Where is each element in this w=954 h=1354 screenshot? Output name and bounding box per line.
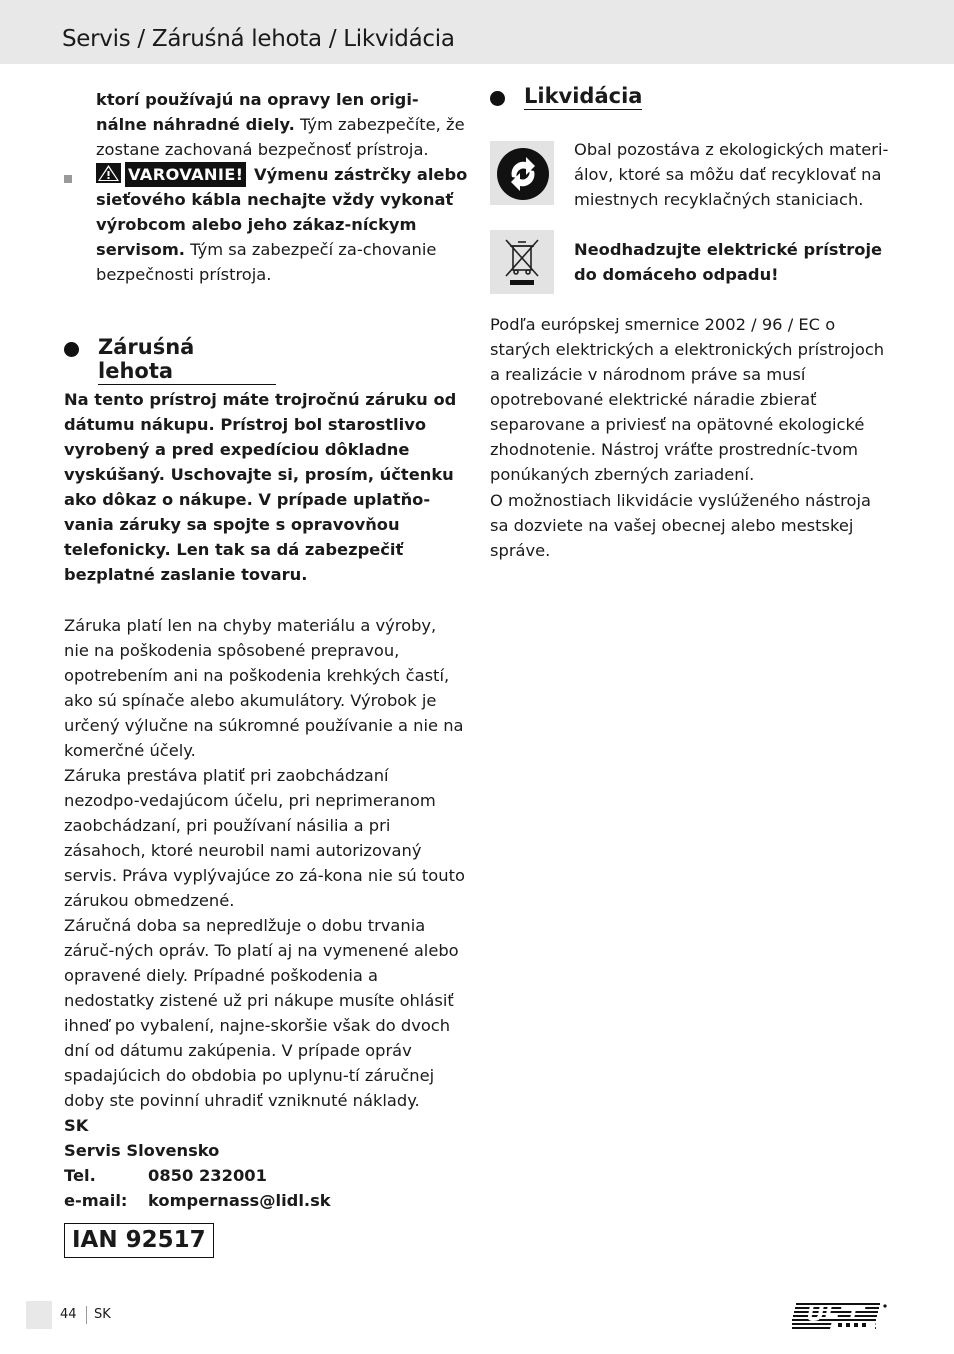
intro-bold: ktorí používajú na opravy len origi-nálne náhradné diely. xyxy=(96,90,419,134)
footer-divider xyxy=(86,1306,87,1324)
warranty-paragraph-2 xyxy=(64,763,466,913)
warning-bold: Výmenu zástrčky alebo sieťového kábla nechajte vždy vykonať výrobcom alebo jeho zákaz-níckym servisom. xyxy=(96,165,468,259)
section-title: Záruśná lehota xyxy=(98,335,195,383)
warning-paragraph xyxy=(96,162,468,287)
page-title: Servis / Záruśná lehota / Likvidácia xyxy=(62,26,455,52)
email-value: kompernass@lidl.sk xyxy=(148,1191,331,1210)
ultimate-speed-logo xyxy=(792,1301,892,1333)
intro-rest: Tým zabezpečíte, že zostane zachovaná bezpečnosť prístroja. xyxy=(96,115,465,159)
footer-language: SK xyxy=(94,1307,111,1322)
crossed-bin-icon xyxy=(490,230,554,294)
contact-country: SK xyxy=(64,1116,89,1135)
warranty-text-3: Záručná doba sa nepredlžuje o dobu trvania záruč-ných opráv. To platí aj na vymenené alebo opravené diely. Prípadné poškodenia a nedostatky zistené už pri nákupe musíte ohlásiť ihneď po vybalení, najne-skoršie však do dvoch dní od dátumu zakúpenia. V prípade opráv spadajúcich do obdobia po uplynu-tí záručnej doby ste povinní uhradiť vzniknuté náklady. xyxy=(64,916,459,1110)
list-bullet xyxy=(64,175,72,183)
page-header xyxy=(0,0,954,64)
contact-service: Servis Slovensko xyxy=(64,1141,220,1160)
heading-bullet-icon xyxy=(490,91,505,106)
warranty-bold-paragraph xyxy=(64,387,466,587)
heading-bullet-icon xyxy=(64,342,79,357)
recycle-icon xyxy=(490,141,554,205)
warranty-bold-text: Na tento prístroj máte trojročnú záruku od dátumu nákupu. Prístroj bol starostlivo vyrobený a pred expedíciou dôkladne vyskúšaný. Uschovajte si, prosím, účtenku ako dôkaz o nákupe. V prípade uplatňo-vania záruky sa spojte s opravovňou telefonicky. Len tak sa dá zabezpečiť bezplatné zaslanie tovaru. xyxy=(64,390,457,584)
page-number: 44 xyxy=(60,1307,77,1322)
footer-marker xyxy=(26,1301,52,1329)
warranty-paragraph-1 xyxy=(64,613,466,763)
heading-underline xyxy=(98,384,276,385)
recycle-paragraph xyxy=(574,137,892,212)
section-title: Likvidácia xyxy=(524,84,643,108)
warranty-text-1: Záruka platí len na chyby materiálu a výroby, nie na poškodenia spôsobené prepravou, opotrebením ani na poškodenia krehkých častí, ako sú spínače alebo akumulátory. Výrobok je určený výlučne na súkromné používanie a nie na komerčné účely. xyxy=(64,616,464,760)
service-contact xyxy=(64,1113,466,1213)
ian-number: IAN 92517 xyxy=(64,1223,214,1258)
intro-paragraph xyxy=(96,87,466,162)
warranty-paragraph-3 xyxy=(64,913,466,1113)
weee-paragraph xyxy=(574,237,892,287)
disposal-paragraph-1 xyxy=(490,312,890,487)
tel-label: Tel. xyxy=(64,1166,96,1185)
heading-underline xyxy=(524,109,642,110)
warning-rest: Tým sa zabezpečí za-chovanie bezpečnosti prístroja. xyxy=(96,240,437,284)
warning-badge: VAROVANIE! xyxy=(125,162,246,187)
email-label: e-mail: xyxy=(64,1191,128,1210)
warning-triangle-icon xyxy=(96,163,121,183)
disposal-text-2: O možnostiach likvidácie vyslúženého nástroja sa dozviete na vašej obecnej alebo mestskej správe. xyxy=(490,491,871,560)
warranty-text-2: Záruka prestáva platiť pri zaobchádzaní nezodpo-vedajúcom účelu, pri neprimeranom zaobchádzaní, pri používaní násilia a pri zásahoch, ktoré neurobil nami autorizovaný servis. Práva vyplývajúce zo zá-kona nie sú touto zárukou obmedzené. xyxy=(64,766,465,910)
section-heading-disposal xyxy=(490,84,642,110)
disposal-paragraph-2 xyxy=(490,488,890,563)
weee-text: Neodhadzujte elektrické prístroje do domáceho odpadu! xyxy=(574,240,883,284)
disposal-text-1: Podľa európskej smernice 2002 / 96 / EC o starých elektrických a elektronických prístrojoch a realizácie v národnom práve sa musí opotrebované elektrické náradie zbierať separovane a priviesť na opätovné ekologické zhodnotenie. Nástroj vráťte prostredníc-tvom ponúkaných zberných zariadení. xyxy=(490,315,885,484)
tel-value: 0850 232001 xyxy=(148,1166,267,1185)
recycle-text: Obal pozostáva z ekologických materi-álov, ktoré sa môžu dať recyklovať na miestnych recyklačných staniciach. xyxy=(574,140,889,209)
section-heading-warranty xyxy=(64,335,276,385)
